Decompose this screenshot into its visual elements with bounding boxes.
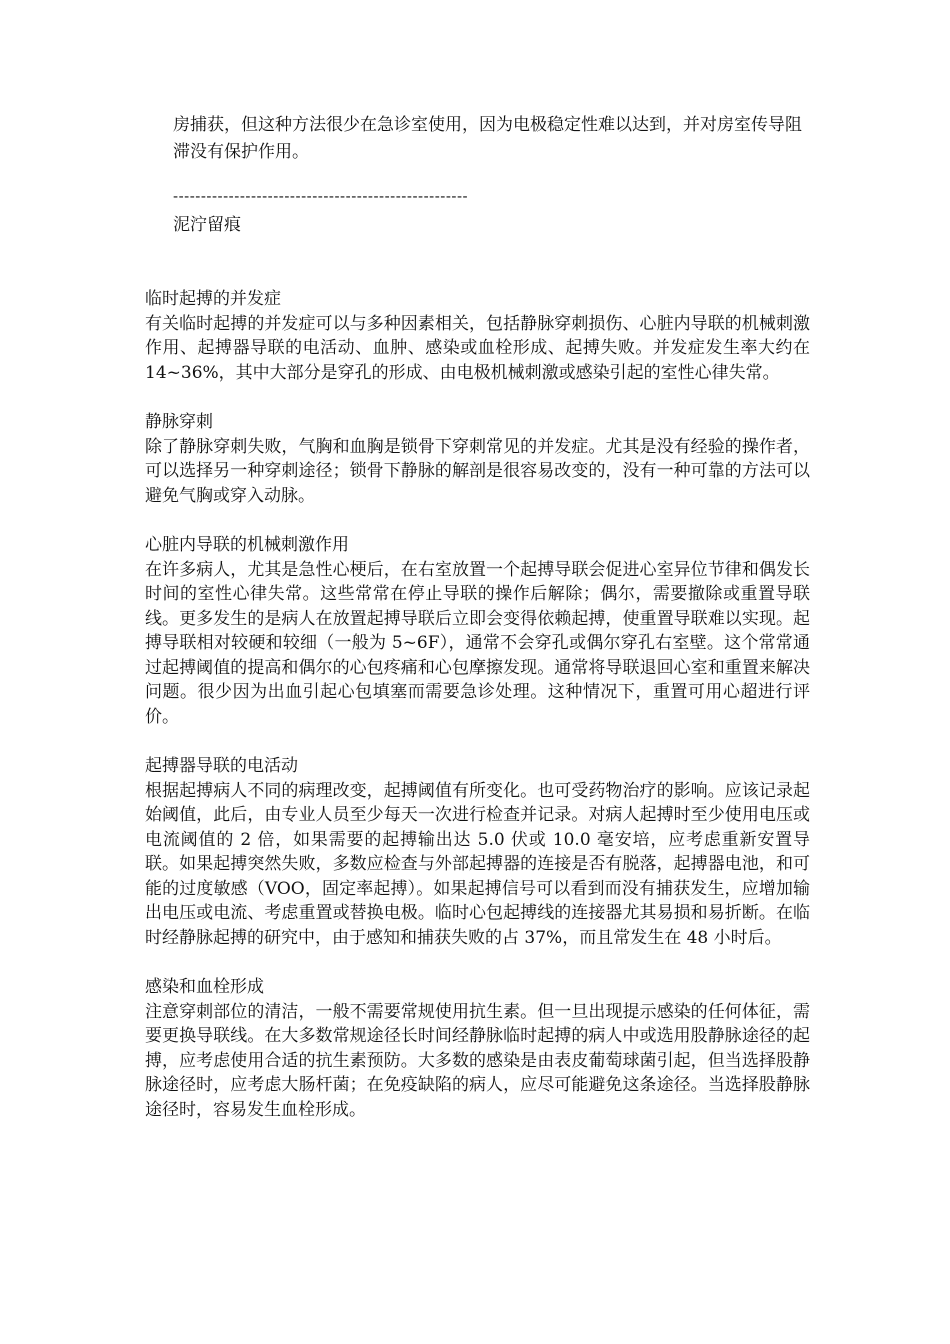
divider-line: -----------------------------------------------------: [173, 187, 469, 205]
section-venipuncture: [145, 410, 810, 508]
section-heading: 静脉穿刺: [145, 412, 213, 432]
section-body: 有关临时起搏的并发症可以与多种因素相关，包括静脉穿刺损伤、心脏内导联的机械刺激作用、起搏器导联的电活动、血肿、感染或血栓形成、起搏失败。并发症发生率大约在 14~36%，其中大部分是穿孔的形成、由电极机械刺激或感染引起的室性心律失常。: [145, 313, 810, 383]
section-body: 根据起搏病人不同的病理改变，起搏阈值有所变化。也可受药物治疗的影响。应该记录起始阈值，此后，由专业人员至少每天一次进行检查并记录。对病人起搏时至少使用电压或电流阈值的 2 倍，如果需要的起搏输出达 5.0 伏或 10.0 毫安培，应考虑重新安置导联。如果起搏突然失败，多数应检查与外部起搏器的连接是否有脱落，起搏器电池，和可能的过度敏感（VOO，固定率起搏）。如果起搏信号可以看到而没有捕获发生，应增加输出电压或电流、考虑重置或替换电极。临时心包起搏线的连接器尤其易损和易折断。在临时经静脉起搏的研究中，由于感知和捕获失败的占 37%，而且常发生在 48 小时后。: [145, 780, 810, 948]
section-heading: 心脏内导联的机械刺激作用: [145, 535, 349, 555]
continued-paragraph: 房捕获，但这种方法很少在急诊室使用，因为电极稳定性难以达到，并对房室传导阻滞没有保护作用。: [173, 115, 802, 162]
section-body: 除了静脉穿刺失败，气胸和血胸是锁骨下穿刺常见的并发症。尤其是没有经验的操作者，可以选择另一种穿刺途径；锁骨下静脉的解剖是很容易改变的，没有一种可靠的方法可以避免气胸或穿入动脉。: [145, 436, 810, 506]
section-body: 在许多病人，尤其是急性心梗后，在右室放置一个起搏导联会促进心室异位节律和偶发长时间的室性心律失常。这些常常在停止导联的操作后解除；偶尔，需要撤除或重置导联线。更多发生的是病人在放置起搏导联后立即会变得依赖起搏，使重置导联难以实现。起搏导联相对较硬和较细（一般为 5~6F），通常不会穿孔或偶尔穿孔右室壁。这个常常通过起搏阈值的提高和偶尔的心包疼痛和心包摩擦发现。通常将导联退回心室和重置来解决问题。很少因为出血引起心包填塞而需要急诊处理。这种情况下，重置可用心超进行评价。: [145, 559, 810, 727]
section-electrical-activity: [145, 754, 810, 950]
section-body: 注意穿刺部位的清洁，一般不需要常规使用抗生素。但一旦出现提示感染的任何体征，需要更换导联线。在大多数常规途径长时间经静脉临时起搏的病人中或选用股静脉途径的起搏，应考虑使用合适的抗生素预防。大多数的感染是由表皮葡萄球菌引起，但当选择股静脉途径时，应考虑大肠杆菌；在免疫缺陷的病人，应尽可能避免这条途径。当选择股静脉途径时，容易发生血栓形成。: [145, 1001, 810, 1120]
section-complications: [145, 287, 810, 385]
intro-block: [173, 112, 813, 239]
section-infection-thrombosis: [145, 975, 810, 1122]
main-content: [145, 287, 810, 1147]
section-heading: 起搏器导联的电活动: [145, 756, 298, 776]
section-heading: 临时起搏的并发症: [145, 289, 281, 309]
section-heading: 感染和血栓形成: [145, 977, 264, 997]
section-mechanical-stimulation: [145, 533, 810, 729]
signature: 泥泞留痕: [173, 215, 241, 235]
